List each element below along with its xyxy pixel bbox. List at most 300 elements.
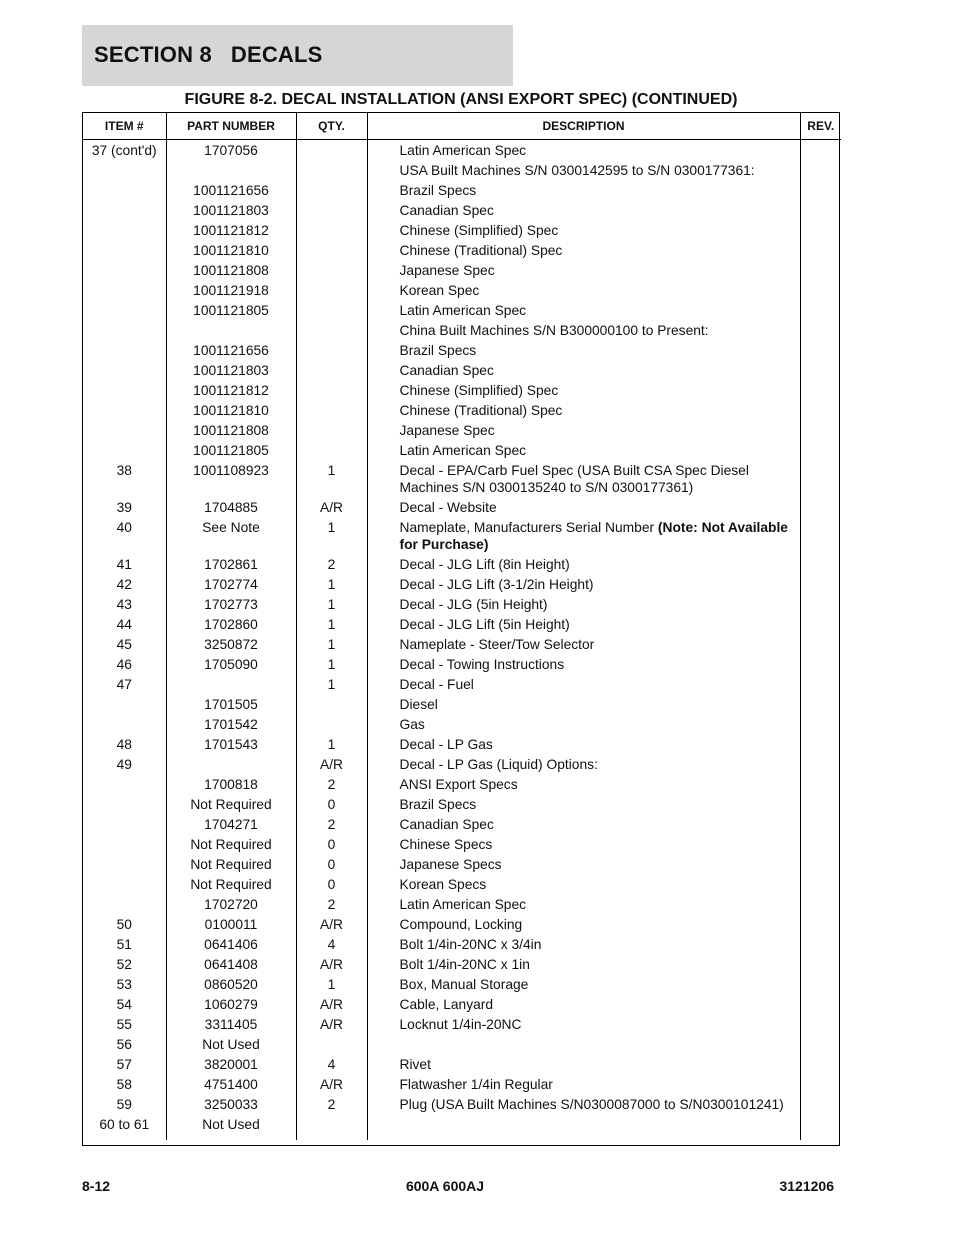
- description-text: Latin American Spec: [399, 443, 527, 458]
- description-cell: [367, 594, 800, 614]
- table-row: [83, 380, 841, 400]
- description-cell: [367, 320, 800, 340]
- rev-cell: [800, 220, 841, 240]
- table-row: [83, 694, 841, 714]
- qty-cell: 1: [296, 654, 367, 674]
- item-cell: 55: [83, 1014, 166, 1034]
- item-cell: 45: [83, 634, 166, 654]
- qty-cell: 0: [296, 794, 367, 814]
- table-row: [83, 460, 841, 497]
- item-cell: 49: [83, 754, 166, 774]
- part-number-cell: 1001108923: [166, 460, 296, 497]
- description-text: Nameplate - Steer/Tow Selector: [399, 637, 595, 652]
- qty-cell: 1: [296, 614, 367, 634]
- qty-cell: 2: [296, 774, 367, 794]
- rev-cell: [800, 1034, 841, 1054]
- description-cell: [367, 200, 800, 220]
- part-number-cell: 1704885: [166, 497, 296, 517]
- description-text: Korean Spec: [399, 283, 480, 298]
- part-number-cell: 1702861: [166, 554, 296, 574]
- item-cell: 42: [83, 574, 166, 594]
- rev-cell: [800, 380, 841, 400]
- description-cell: [367, 517, 800, 554]
- rev-cell: [800, 360, 841, 380]
- col-header-item: ITEM #: [83, 113, 166, 140]
- item-cell: [83, 874, 166, 894]
- qty-cell: 1: [296, 594, 367, 614]
- part-number-cell: 1001121808: [166, 420, 296, 440]
- table-row: [83, 714, 841, 734]
- description-cell: [367, 380, 800, 400]
- description-cell: [367, 974, 800, 994]
- rev-cell: [800, 974, 841, 994]
- table-row: [83, 934, 841, 954]
- description-text: Decal - LP Gas: [399, 737, 493, 752]
- description-cell: [367, 734, 800, 754]
- rev-cell: [800, 594, 841, 614]
- rev-cell: [800, 914, 841, 934]
- qty-cell: [296, 714, 367, 734]
- rev-cell: [800, 180, 841, 200]
- description-cell: [367, 854, 800, 874]
- part-number-cell: Not Required: [166, 874, 296, 894]
- part-number-cell: 1001121918: [166, 280, 296, 300]
- rev-cell: [800, 517, 841, 554]
- rev-cell: [800, 754, 841, 774]
- item-cell: [83, 834, 166, 854]
- description-cell: [367, 554, 800, 574]
- part-number-cell: 1702720: [166, 894, 296, 914]
- description-cell: [367, 280, 800, 300]
- item-cell: [83, 360, 166, 380]
- description-text: Compound, Locking: [399, 917, 523, 932]
- item-cell: 54: [83, 994, 166, 1014]
- rev-cell: [800, 874, 841, 894]
- qty-cell: [296, 300, 367, 320]
- item-cell: 51: [83, 934, 166, 954]
- description-cell: [367, 1114, 800, 1134]
- description-text: Korean Specs: [399, 877, 487, 892]
- description-cell: [367, 874, 800, 894]
- table-row: [83, 1014, 841, 1034]
- item-cell: 47: [83, 674, 166, 694]
- description-cell: [367, 694, 800, 714]
- item-cell: 60 to 61: [83, 1114, 166, 1134]
- part-number-cell: Not Used: [166, 1034, 296, 1054]
- footer-model: 600A 600AJ: [405, 1178, 485, 1194]
- description-cell: [367, 460, 800, 497]
- qty-cell: A/R: [296, 1074, 367, 1094]
- table-row: [83, 834, 841, 854]
- table-row: [83, 300, 841, 320]
- description-cell: [367, 1054, 800, 1074]
- part-number-cell: 1701543: [166, 734, 296, 754]
- description-text: Decal - JLG Lift (5in Height): [399, 617, 570, 632]
- part-number-cell: 1707056: [166, 140, 296, 161]
- part-number-cell: [166, 160, 296, 180]
- table-row: [83, 517, 841, 554]
- description-text: China Built Machines S/N B300000100 to Present:: [399, 323, 709, 338]
- table-row: [83, 180, 841, 200]
- table-row: [83, 360, 841, 380]
- table-row: [83, 634, 841, 654]
- description-text: Latin American Spec: [399, 143, 527, 158]
- item-cell: [83, 774, 166, 794]
- description-text: Japanese Spec: [399, 263, 495, 278]
- item-cell: [83, 714, 166, 734]
- rev-cell: [800, 200, 841, 220]
- description-text: USA Built Machines S/N 0300142595 to S/N 0300177361:: [399, 163, 755, 178]
- rev-cell: [800, 934, 841, 954]
- part-number-cell: 1001121810: [166, 240, 296, 260]
- description-cell: [367, 420, 800, 440]
- rev-cell: [800, 834, 841, 854]
- table-row: [83, 594, 841, 614]
- qty-cell: 2: [296, 1094, 367, 1114]
- description-text: Plug (USA Built Machines S/N0300087000 to S/N0300101241): [399, 1097, 784, 1112]
- description-cell: [367, 1014, 800, 1034]
- rev-cell: [800, 140, 841, 161]
- part-number-cell: 1700818: [166, 774, 296, 794]
- item-cell: 43: [83, 594, 166, 614]
- description-cell: [367, 440, 800, 460]
- item-cell: [83, 440, 166, 460]
- footer-page-number: 8-12: [82, 1178, 111, 1194]
- part-number-cell: 3250033: [166, 1094, 296, 1114]
- rev-cell: [800, 614, 841, 634]
- qty-cell: [296, 420, 367, 440]
- table-row: [83, 774, 841, 794]
- rev-cell: [800, 574, 841, 594]
- qty-cell: [296, 160, 367, 180]
- qty-cell: [296, 1034, 367, 1054]
- qty-cell: [296, 360, 367, 380]
- description-cell: [367, 834, 800, 854]
- table-row: [83, 654, 841, 674]
- rev-cell: [800, 554, 841, 574]
- part-number-cell: Not Used: [166, 1114, 296, 1134]
- description-cell: [367, 634, 800, 654]
- item-cell: 41: [83, 554, 166, 574]
- table-row: [83, 614, 841, 634]
- table-row: [83, 400, 841, 420]
- description-text: Decal - Towing Instructions: [399, 657, 565, 672]
- part-number-cell: 3250872: [166, 634, 296, 654]
- table-row: [83, 874, 841, 894]
- description-text: Chinese (Traditional) Spec: [399, 243, 563, 258]
- filler-cell: [296, 1134, 367, 1140]
- description-cell: [367, 614, 800, 634]
- description-text: Chinese (Traditional) Spec: [399, 403, 563, 418]
- qty-cell: 1: [296, 974, 367, 994]
- qty-cell: [296, 400, 367, 420]
- table-row: [83, 140, 841, 161]
- table-row: [83, 320, 841, 340]
- description-text: Decal - Website: [399, 500, 497, 515]
- table-row: [83, 1114, 841, 1134]
- table-row: [83, 854, 841, 874]
- description-text: Decal - Fuel: [399, 677, 474, 692]
- description-cell: [367, 654, 800, 674]
- figure-title: FIGURE 8-2. DECAL INSTALLATION (ANSI EXPORT SPEC) (CONTINUED): [184, 91, 738, 108]
- description-text: Box, Manual Storage: [399, 977, 529, 992]
- qty-cell: 2: [296, 894, 367, 914]
- rev-cell: [800, 894, 841, 914]
- qty-cell: 1: [296, 460, 367, 497]
- table-row: [83, 554, 841, 574]
- item-cell: 37 (cont'd): [83, 140, 166, 161]
- qty-cell: [296, 440, 367, 460]
- col-header-description: DESCRIPTION: [367, 113, 800, 140]
- item-cell: 52: [83, 954, 166, 974]
- description-text: Latin American Spec: [399, 303, 527, 318]
- rev-cell: [800, 734, 841, 754]
- rev-cell: [800, 420, 841, 440]
- description-cell: [367, 714, 800, 734]
- qty-cell: 0: [296, 834, 367, 854]
- table-row: [83, 914, 841, 934]
- qty-cell: [296, 180, 367, 200]
- rev-cell: [800, 814, 841, 834]
- part-number-cell: 0641408: [166, 954, 296, 974]
- item-cell: [83, 300, 166, 320]
- rev-cell: [800, 714, 841, 734]
- part-number-cell: 1704271: [166, 814, 296, 834]
- description-cell: [367, 934, 800, 954]
- item-cell: [83, 814, 166, 834]
- rev-cell: [800, 1114, 841, 1134]
- description-cell: [367, 754, 800, 774]
- table-row: [83, 420, 841, 440]
- filler-cell: [83, 1134, 166, 1140]
- qty-cell: 1: [296, 517, 367, 554]
- part-number-cell: 1001121810: [166, 400, 296, 420]
- part-number-cell: 1702860: [166, 614, 296, 634]
- part-number-cell: Not Required: [166, 854, 296, 874]
- item-cell: [83, 260, 166, 280]
- table-row: [83, 220, 841, 240]
- item-cell: 50: [83, 914, 166, 934]
- description-text: Brazil Specs: [399, 797, 477, 812]
- description-text: Japanese Spec: [399, 423, 495, 438]
- rev-cell: [800, 160, 841, 180]
- rev-cell: [800, 497, 841, 517]
- item-cell: 46: [83, 654, 166, 674]
- rev-cell: [800, 1054, 841, 1074]
- part-number-cell: 0100011: [166, 914, 296, 934]
- item-cell: [83, 854, 166, 874]
- table-row: [83, 1034, 841, 1054]
- part-number-cell: 1702773: [166, 594, 296, 614]
- qty-cell: 1: [296, 574, 367, 594]
- qty-cell: [296, 1114, 367, 1134]
- qty-cell: A/R: [296, 1014, 367, 1034]
- item-cell: 53: [83, 974, 166, 994]
- qty-cell: 4: [296, 934, 367, 954]
- part-number-cell: 1701542: [166, 714, 296, 734]
- description-cell: [367, 1074, 800, 1094]
- description-cell: [367, 240, 800, 260]
- qty-cell: [296, 260, 367, 280]
- rev-cell: [800, 694, 841, 714]
- part-number-cell: 1001121803: [166, 200, 296, 220]
- item-cell: 59: [83, 1094, 166, 1114]
- qty-cell: [296, 280, 367, 300]
- item-cell: [83, 200, 166, 220]
- table-row: [83, 440, 841, 460]
- table-row: [83, 240, 841, 260]
- table-row: [83, 200, 841, 220]
- item-cell: [83, 380, 166, 400]
- rev-cell: [800, 774, 841, 794]
- part-number-cell: 1060279: [166, 994, 296, 1014]
- item-cell: [83, 160, 166, 180]
- rev-cell: [800, 460, 841, 497]
- item-cell: 40: [83, 517, 166, 554]
- description-text: Decal - JLG Lift (8in Height): [399, 557, 570, 572]
- part-number-cell: 1001121812: [166, 380, 296, 400]
- description-cell: [367, 774, 800, 794]
- rev-cell: [800, 994, 841, 1014]
- rev-cell: [800, 320, 841, 340]
- part-number-cell: 4751400: [166, 1074, 296, 1094]
- description-text: Rivet: [399, 1057, 431, 1072]
- description-cell: [367, 1094, 800, 1114]
- rev-cell: [800, 440, 841, 460]
- footer-doc-number: 3121206: [779, 1178, 834, 1194]
- table-row: [83, 754, 841, 774]
- description-text: Decal - JLG (5in Height): [399, 597, 548, 612]
- table-filler-row: [83, 1134, 841, 1140]
- table-row: [83, 974, 841, 994]
- description-text: Gas: [399, 717, 425, 732]
- rev-cell: [800, 240, 841, 260]
- description-cell: [367, 260, 800, 280]
- description-text: Locknut 1/4in-20NC: [399, 1017, 522, 1032]
- description-text: Nameplate, Manufacturers Serial Number: [399, 520, 658, 535]
- table-row: [83, 280, 841, 300]
- description-text: ANSI Export Specs: [399, 777, 518, 792]
- col-header-rev: REV.: [800, 113, 841, 140]
- qty-cell: [296, 694, 367, 714]
- rev-cell: [800, 400, 841, 420]
- table-body: [83, 140, 841, 1141]
- description-text: Bolt 1/4in-20NC x 1in: [399, 957, 530, 972]
- description-text: Latin American Spec: [399, 897, 527, 912]
- rev-cell: [800, 1014, 841, 1034]
- table-row: [83, 994, 841, 1014]
- description-text: Cable, Lanyard: [399, 997, 494, 1012]
- description-cell: [367, 914, 800, 934]
- table-row: [83, 1054, 841, 1074]
- item-cell: 57: [83, 1054, 166, 1074]
- section-title: SECTION 8 DECALS: [94, 42, 323, 67]
- qty-cell: [296, 320, 367, 340]
- item-cell: [83, 280, 166, 300]
- description-cell: [367, 994, 800, 1014]
- description-text: Flatwasher 1/4in Regular: [399, 1077, 553, 1092]
- description-text: Chinese Specs: [399, 837, 493, 852]
- description-cell: [367, 814, 800, 834]
- part-number-cell: 1001121803: [166, 360, 296, 380]
- table-row: [83, 1094, 841, 1114]
- filler-cell: [800, 1134, 841, 1140]
- qty-cell: [296, 220, 367, 240]
- table-row: [83, 954, 841, 974]
- item-cell: 48: [83, 734, 166, 754]
- description-cell: [367, 1034, 800, 1054]
- part-number-cell: 3311405: [166, 1014, 296, 1034]
- description-cell: [367, 497, 800, 517]
- part-number-cell: See Note: [166, 517, 296, 554]
- description-text: Brazil Specs: [399, 183, 477, 198]
- rev-cell: [800, 954, 841, 974]
- rev-cell: [800, 260, 841, 280]
- description-cell: [367, 574, 800, 594]
- item-cell: [83, 240, 166, 260]
- rev-cell: [800, 854, 841, 874]
- part-number-cell: 1001121805: [166, 440, 296, 460]
- description-text: Diesel: [399, 697, 438, 712]
- qty-cell: 2: [296, 554, 367, 574]
- table-row: [83, 1074, 841, 1094]
- qty-cell: [296, 380, 367, 400]
- description-text: Japanese Specs: [399, 857, 502, 872]
- qty-cell: [296, 200, 367, 220]
- description-text: Decal - JLG Lift (3-1/2in Height): [399, 577, 594, 592]
- qty-cell: 1: [296, 674, 367, 694]
- qty-cell: A/R: [296, 497, 367, 517]
- item-cell: 56: [83, 1034, 166, 1054]
- qty-cell: 1: [296, 634, 367, 654]
- table-row: [83, 574, 841, 594]
- qty-cell: A/R: [296, 754, 367, 774]
- rev-cell: [800, 674, 841, 694]
- rev-cell: [800, 654, 841, 674]
- description-text: Canadian Spec: [399, 203, 494, 218]
- item-cell: [83, 420, 166, 440]
- table-row: [83, 814, 841, 834]
- qty-cell: 2: [296, 814, 367, 834]
- qty-cell: 4: [296, 1054, 367, 1074]
- item-cell: 44: [83, 614, 166, 634]
- filler-cell: [367, 1134, 800, 1140]
- rev-cell: [800, 1094, 841, 1114]
- part-number-cell: 1702774: [166, 574, 296, 594]
- description-text: Chinese (Simplified) Spec: [399, 223, 559, 238]
- description-cell: [367, 954, 800, 974]
- part-number-cell: 3820001: [166, 1054, 296, 1074]
- col-header-part-number: PART NUMBER: [166, 113, 296, 140]
- description-cell: [367, 340, 800, 360]
- item-cell: [83, 794, 166, 814]
- rev-cell: [800, 634, 841, 654]
- description-cell: [367, 160, 800, 180]
- description-text: Decal - LP Gas (Liquid) Options:: [399, 757, 598, 772]
- rev-cell: [800, 794, 841, 814]
- table-row: [83, 497, 841, 517]
- rev-cell: [800, 340, 841, 360]
- table-row: [83, 894, 841, 914]
- description-cell: [367, 140, 800, 161]
- table-row: [83, 674, 841, 694]
- description-cell: [367, 220, 800, 240]
- description-cell: [367, 400, 800, 420]
- qty-cell: A/R: [296, 914, 367, 934]
- part-number-cell: [166, 674, 296, 694]
- description-text: Chinese (Simplified) Spec: [399, 383, 559, 398]
- item-cell: [83, 894, 166, 914]
